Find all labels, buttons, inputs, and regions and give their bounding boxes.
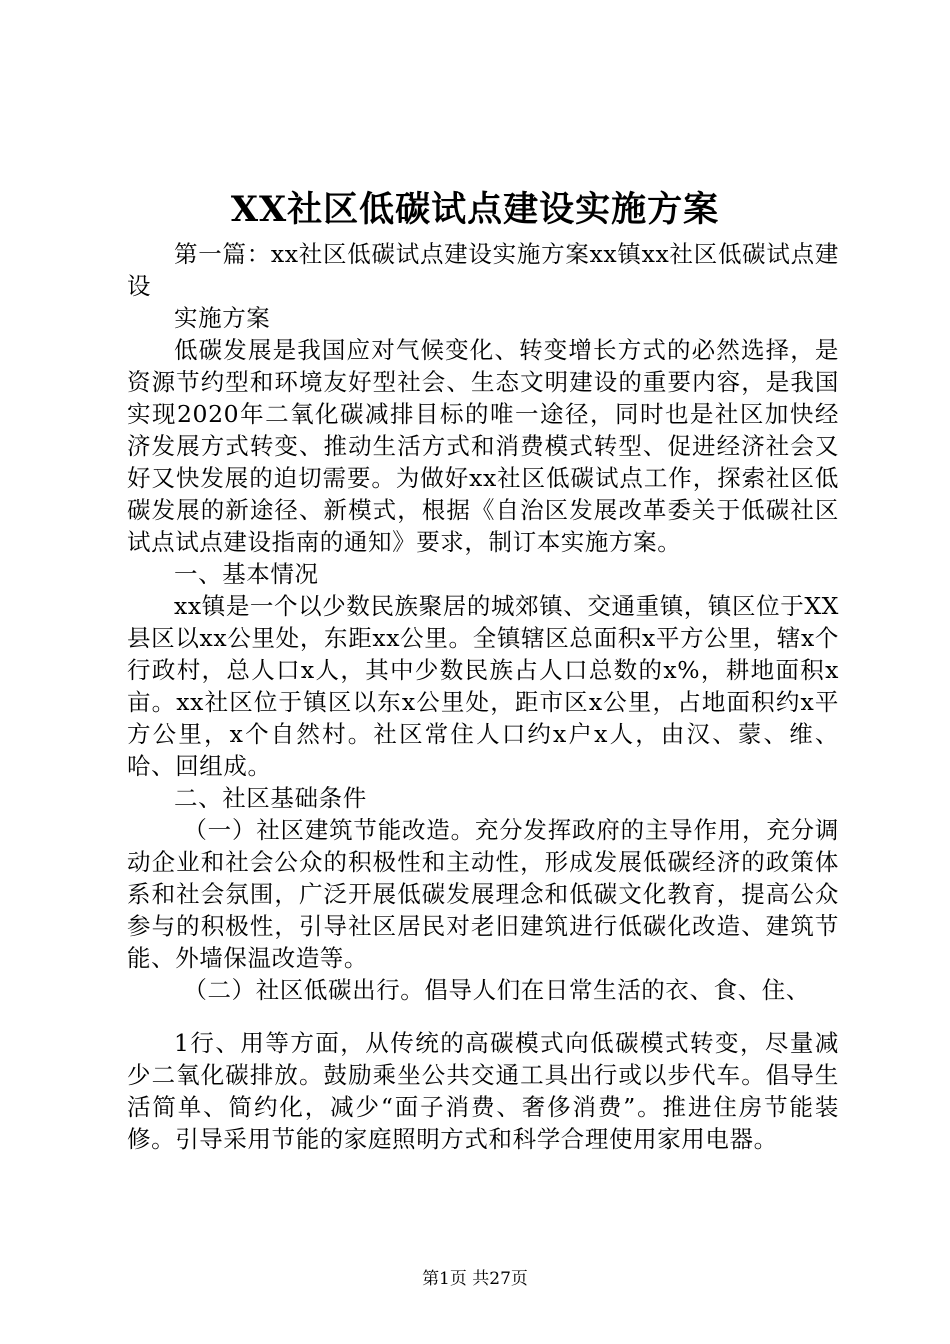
document-body-continued: [127, 1027, 839, 1155]
section-heading-basic: 一、基本情况: [174, 560, 319, 588]
paragraph-low-carbon-travel: （二）社区低碳出行。倡导人们在日常生活的衣、食、住、: [183, 976, 810, 1004]
paragraph-building-retrofit: （一）社区建筑节能改造。充分发挥政府的主导作用，充分调动企业和社会公众的积极性和主动性，形成发展低碳经济的政策体系和社会氛围，广泛开展低碳发展理念和低碳文化教育，提高公众参与的积极性，引导社区居民对老旧建筑进行低碳化改造、建筑节能、外墙保温改造等。: [127, 816, 839, 972]
paragraph-intro: 第一篇：xx社区低碳试点建设实施方案xx镇xx社区低碳试点建设: [127, 240, 839, 300]
document-title: XX社区低碳试点建设实施方案: [230, 189, 720, 230]
document-body: [127, 238, 839, 1006]
paragraph-subtitle: 实施方案: [174, 304, 271, 332]
paragraph-background: 低碳发展是我国应对气候变化、转变增长方式的必然选择，是资源节约型和环境友好型社会、生态文明建设的重要内容，是我国实现2020年二氧化碳减排目标的唯一途径，同时也是社区加快经济发展方式转变、推动生活方式和消费模式转型、促进经济社会又好又快发展的迫切需要。为做好xx社区低碳试点工作，探索社区低碳发展的新途径、新模式，根据《自治区发展改革委关于低碳社区试点试点建设指南的通知》要求，制订本实施方案。: [127, 336, 839, 556]
paragraph-continuation: 1行、用等方面，从传统的高碳模式向低碳模式转变，尽量减少二氧化碳排放。鼓励乘坐公共交通工具出行或以步代车。倡导生活简单、简约化，减少“面子消费、奢侈消费”。推进住房节能装修。引导采用节能的家庭照明方式和科学合理使用家用电器。: [127, 1029, 839, 1153]
paragraph-basic-info: xx镇是一个以少数民族聚居的城郊镇、交通重镇，镇区位于XX县区以xx公里处，东距xx公里。全镇辖区总面积x平方公里，辖x个行政村，总人口x人，其中少数民族占人口总数的x%，耕地面积x亩。xx社区位于镇区以东x公里处，距市区x公里，占地面积约x平方公里，x个自然村。社区常住人口约x户x人，由汉、蒙、维、哈、回组成。: [127, 592, 839, 780]
section-heading-conditions: 二、社区基础条件: [174, 784, 367, 812]
page-number: 第1页 共27页: [422, 1269, 528, 1289]
